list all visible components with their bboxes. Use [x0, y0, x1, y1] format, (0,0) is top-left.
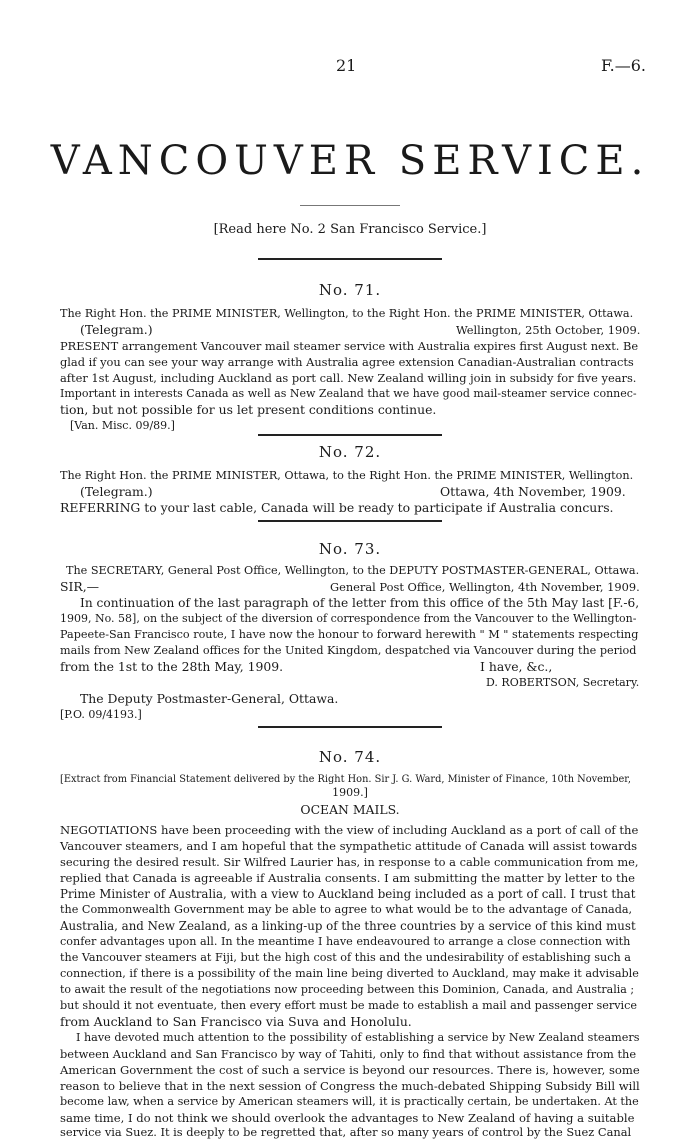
item-74-body-line: same time, I do not think we should overlook the advantages to New Zealand of having a suitable: [60, 1111, 635, 1125]
item-73-body-line: mails from New Zealand offices for the United Kingdom, despatched via Vancouver during the period: [60, 644, 637, 657]
section-divider: [258, 726, 442, 728]
item-number-71: No. 71.: [318, 281, 382, 299]
item-74-extract-note: [Extract from Financial Statement delivered by the Right Hon. Sir J. G. Ward, Minister of Finance, 10th November,: [60, 774, 632, 785]
item-74-section-heading: OCEAN MAILS.: [300, 802, 400, 817]
page-number: 21: [336, 56, 357, 75]
item-71-address: The Right Hon. the PRIME MINISTER, Wellington, to the Right Hon. the PRIME MINISTER, Ottawa.: [60, 307, 634, 320]
item-73-salutation: SIR,—: [60, 579, 100, 594]
item-71-body-line: after 1st August, including Auckland as port call. New Zealand willing join in subsidy for five years.: [60, 371, 637, 385]
item-73-body-line: 1909, No. 58], on the subject of the diversion of correspondence from the Vancouver to the Wellington-: [60, 612, 637, 625]
item-74-body-line: the Vancouver steamers at Fiji, but the high cost of this and the undesirability of establishing such a: [60, 951, 631, 964]
item-74-body-line: the Commonwealth Government may be able to agree to what would be to the advantage of Canada,: [60, 903, 633, 916]
item-number-74: No. 74.: [318, 748, 382, 766]
item-72-place-date: Ottawa, 4th November, 1909.: [440, 484, 626, 499]
item-72-address: The Right Hon. the PRIME MINISTER, Ottawa, to the Right Hon. the PRIME MINISTER, Wellington.: [60, 469, 634, 482]
item-74-body-line: securing the desired result. Sir Wilfred Laurier has, in response to a cable communication from me,: [60, 855, 639, 869]
item-73-addressee: The Deputy Postmaster-General, Ottawa.: [80, 691, 339, 706]
item-74-body-line: between Auckland and San Francisco by way of Tahiti, only to find that without assistance from the: [60, 1047, 637, 1061]
item-73-closing: I have, &c.,: [480, 659, 553, 674]
item-74-body-line: confer advantages upon all. In the meantime I have endeavoured to arrange a close connection with: [60, 935, 631, 948]
paper-reference: F.—6.: [601, 56, 646, 75]
item-73-signature: D. ROBERTSON, Secretary.: [486, 676, 640, 689]
read-note: [Read here No. 2 San Francisco Service.]: [213, 222, 487, 237]
item-74-extract-note: 1909.]: [332, 786, 368, 799]
item-74-body-line: American Government the cost of such a service is beyond our resources. There is, however, some: [60, 1063, 640, 1077]
item-71-body-line: glad if you can see your way arrange with Australia agree extension Canadian-Australian contracts: [60, 355, 634, 369]
section-divider: [258, 258, 442, 260]
item-73-address: The SECRETARY, General Post Office, Wellington, to the DEPUTY POSTMASTER-GENERAL, Ottawa.: [66, 564, 640, 577]
item-71-mode: (Telegram.): [80, 322, 153, 337]
item-74-body-line: but should it not eventuate, then every effort must be made to establish a mail and passenger service: [60, 999, 637, 1012]
title-divider: [300, 205, 400, 206]
item-74-body-line: from Auckland to San Francisco via Suva and Honolulu.: [60, 1014, 412, 1029]
item-73-place-date: General Post Office, Wellington, 4th November, 1909.: [330, 580, 640, 594]
item-73-file-ref: [P.O. 09/4193.]: [60, 708, 142, 721]
item-74-body-line: connection, if there is a possibility of the main line being diverted to Auckland, may make it advisable: [60, 967, 639, 980]
item-71-body-line: tion, but not possible for us let present conditions continue.: [60, 402, 437, 417]
item-number-72: No. 72.: [318, 443, 382, 461]
item-74-body-line: Australia, and New Zealand, as a linking-up of the three countries by a service of this kind must: [60, 919, 636, 933]
section-divider: [258, 520, 442, 522]
item-74-body-line: I have devoted much attention to the possibility of establishing a service by New Zealand steamers: [76, 1031, 640, 1044]
item-73-body-line: from the 1st to the 28th May, 1909.: [60, 659, 284, 674]
item-72-body-line: REFERRING to your last cable, Canada will be ready to participate if Australia concurs.: [60, 500, 614, 515]
item-73-body-line: Papeete-San Francisco route, I have now the honour to forward herewith " M " statements respecting: [60, 628, 639, 641]
item-71-file-ref: [Van. Misc. 09/89.]: [70, 419, 175, 432]
item-74-body-line: to await the result of the negotiations now proceeding between this Dominion, Canada, and Australia ;: [60, 983, 635, 996]
item-74-body-line: become law, when a service by American steamers will, it is practically certain, be undertaken. At the: [60, 1095, 639, 1108]
item-74-body-line: Prime Minister of Australia, with a view to Auckland being included as a port of call. I trust that: [60, 887, 636, 901]
section-divider: [258, 434, 442, 436]
item-74-body-line: reason to believe that in the next session of Congress the much-debated Shipping Subsidy Bill will: [60, 1079, 640, 1093]
item-74-body-line: Vancouver steamers, and I am hopeful that the sympathetic attitude of Canada will assist towards: [60, 839, 638, 853]
item-74-body-line: NEGOTIATIONS have been proceeding with the view of including Auckland as a port of call of the: [60, 823, 639, 837]
item-72-mode: (Telegram.): [80, 484, 153, 499]
page-title: VANCOUVER SERVICE.: [50, 138, 650, 184]
item-73-body-line: In continuation of the last paragraph of the letter from this office of the 5th May last [F.-6,: [80, 596, 640, 610]
item-71-body-line: PRESENT arrangement Vancouver mail steamer service with Australia expires first August next. Be: [60, 339, 639, 353]
item-number-73: No. 73.: [318, 540, 382, 558]
item-74-body-line: service via Suez. It is deeply to be regretted that, after so many years of control by the Suez Canal: [60, 1125, 632, 1139]
item-71-place-date: Wellington, 25th October, 1909.: [456, 323, 641, 337]
item-74-body-line: replied that Canada is agreeable if Australia consents. I am submitting the matter by letter to the: [60, 871, 636, 885]
item-71-body-line: Important in interests Canada as well as New Zealand that we have good mail-steamer service connec-: [60, 387, 637, 400]
